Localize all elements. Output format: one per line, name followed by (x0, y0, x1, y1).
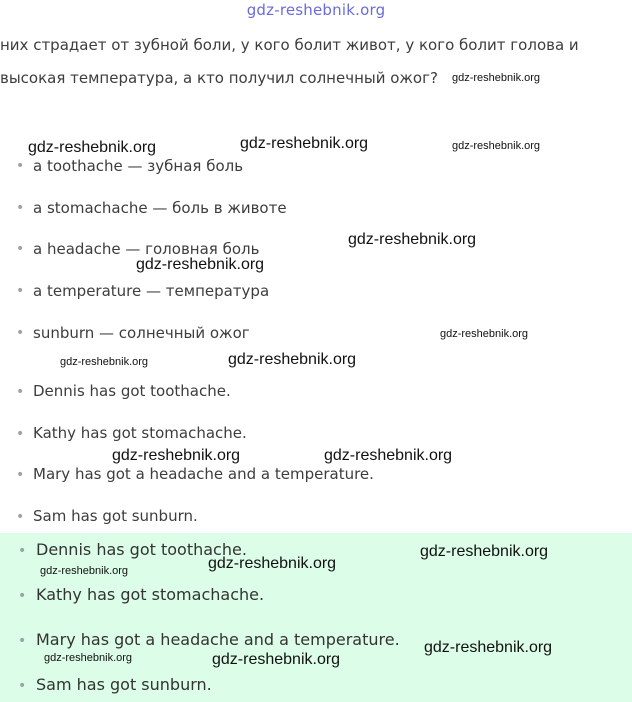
bullet-icon: • (18, 588, 27, 604)
watermark: gdz-reshebnik.org (212, 651, 341, 668)
highlighted-answer-item: Sam has got sunburn. (36, 675, 212, 694)
bullet-icon: • (16, 509, 25, 525)
watermark: gdz-reshebnik.org (28, 139, 157, 156)
watermark: gdz-reshebnik.org (60, 356, 149, 368)
vocab-item: a stomachache — боль в животе (33, 199, 287, 217)
vocab-item: a headache — головная боль (33, 240, 260, 258)
highlighted-answer-item: Dennis has got toothache. (36, 540, 247, 559)
vocab-item: a temperature — температура (33, 282, 270, 300)
vocab-item: sunburn — солнечный ожог (33, 324, 250, 342)
bullet-icon: • (16, 467, 25, 483)
watermark: gdz-reshebnik.org (424, 639, 553, 656)
watermark: gdz-reshebnik.org (112, 447, 241, 464)
bullet-icon: • (18, 678, 27, 694)
watermark: gdz-reshebnik.org (440, 328, 529, 340)
bullet-icon: • (16, 426, 25, 442)
question-line-1: них страдает от зубной боли, у кого болит живот, у кого болит голова и (0, 36, 579, 54)
bullet-icon: • (18, 633, 27, 649)
vocab-item: a toothache — зубная боль (33, 157, 244, 175)
bullet-icon: • (16, 384, 25, 400)
watermark: gdz-reshebnik.org (348, 231, 477, 248)
watermark: gdz-reshebnik.org (40, 565, 129, 577)
watermark: gdz-reshebnik.org (208, 555, 337, 572)
watermark: gdz-reshebnik.org (44, 652, 133, 664)
answer-item: Dennis has got toothache. (33, 382, 231, 400)
watermark: gdz-reshebnik.org (452, 140, 541, 152)
bullet-icon: • (16, 158, 25, 174)
bullet-icon: • (16, 283, 25, 299)
watermark: gdz-reshebnik.org (452, 72, 541, 84)
site-header-link[interactable]: gdz-reshebnik.org (246, 1, 386, 19)
answer-item: Mary has got a headache and a temperature. (33, 465, 374, 483)
bullet-icon: • (18, 543, 27, 559)
bullet-icon: • (16, 200, 25, 216)
highlighted-answer-item: Kathy has got stomachache. (36, 585, 265, 604)
question-line-2: высокая температура, а кто получил солнечный ожог? (0, 69, 438, 87)
watermark: gdz-reshebnik.org (420, 543, 549, 560)
answer-item: Kathy has got stomachache. (33, 424, 247, 442)
answer-item: Sam has got sunburn. (33, 507, 198, 525)
bullet-icon: • (16, 241, 25, 257)
watermark: gdz-reshebnik.org (136, 256, 265, 273)
watermark: gdz-reshebnik.org (240, 135, 369, 152)
bullet-icon: • (16, 325, 25, 341)
highlighted-answer-item: Mary has got a headache and a temperature. (36, 630, 400, 649)
watermark: gdz-reshebnik.org (228, 351, 357, 368)
watermark: gdz-reshebnik.org (324, 447, 453, 464)
